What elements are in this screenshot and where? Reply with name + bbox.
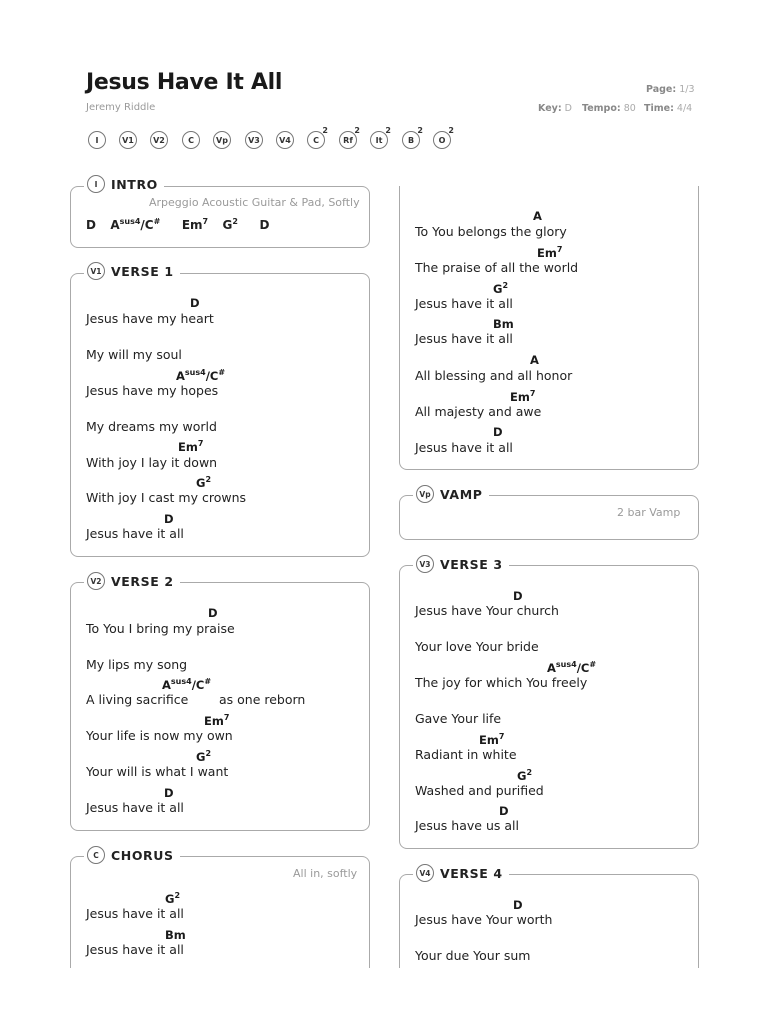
time-value: 4/4 <box>676 103 693 114</box>
lyric-line: Jesus have us all <box>415 818 519 833</box>
time-label: Time: <box>644 103 674 114</box>
chord: $G^2$ <box>165 891 181 906</box>
verse1-header <box>84 262 180 280</box>
nav-interlude-2[interactable] <box>370 126 391 149</box>
nav-repeat-count: 2 <box>448 126 454 135</box>
nav-label: It <box>375 135 383 145</box>
nav-label: C <box>313 135 319 145</box>
lyric-line: as one reborn <box>219 692 306 707</box>
nav-verse4[interactable] <box>276 131 294 149</box>
chorus-note: All in, softly <box>293 867 358 880</box>
lyric-line: Jesus have Your church <box>415 603 559 618</box>
key-indicator <box>538 103 572 114</box>
tempo-value: 80 <box>623 103 636 114</box>
lyric-line: Your love Your bride <box>415 639 539 654</box>
lyric-line: Jesus have it all <box>415 440 513 455</box>
chord: D <box>513 589 523 603</box>
nav-label: O <box>438 135 446 145</box>
nav-refrain-2[interactable] <box>339 126 360 149</box>
lyric-line: Jesus have my hopes <box>86 383 219 398</box>
chord: Em$^7$ <box>537 245 563 260</box>
lyric-line: The praise of all the world <box>415 260 579 275</box>
page-label: Page: <box>646 84 677 95</box>
lyric-line: Radiant in white <box>415 747 517 762</box>
nav-repeat-count: 2 <box>322 126 328 135</box>
section-title: CHORUS <box>111 847 174 863</box>
chord: A <box>530 353 539 367</box>
chord: D <box>164 786 174 800</box>
lyric-line: All blessing and all honor <box>415 368 573 383</box>
nav-label: V3 <box>248 135 260 145</box>
verse4-header <box>413 864 509 882</box>
lyric-line: Jesus have it all <box>86 942 184 957</box>
lyric-line: My dreams my world <box>86 419 217 434</box>
song-artist: Jeremy Riddle <box>86 102 156 113</box>
chord: D <box>493 425 503 439</box>
chord: D <box>164 512 174 526</box>
lyric-line: Washed and purified <box>415 783 544 798</box>
chorus-header <box>84 846 180 864</box>
chord: $A^{sus4}/C^{\#}$ <box>547 660 597 675</box>
vamp-note: 2 bar Vamp <box>617 506 681 519</box>
section-title: VERSE 3 <box>440 556 503 572</box>
nav-verse1[interactable] <box>119 131 137 149</box>
chord: $A^{sus4}/C^{\#}$ <box>176 368 226 383</box>
intro-note: Arpeggio Acoustic Guitar & Pad, Softly <box>149 196 360 209</box>
lyric-line: Your will is what I want <box>86 764 229 779</box>
lyric-line: My lips my song <box>86 657 188 672</box>
lyric-line: With joy I lay it down <box>86 455 218 470</box>
section-title: VERSE 2 <box>111 573 174 589</box>
time-indicator <box>644 103 692 114</box>
section-title: VERSE 4 <box>440 865 503 881</box>
chord: D <box>499 804 509 818</box>
nav-repeat-count: 2 <box>417 126 423 135</box>
page-indicator <box>646 84 695 95</box>
page-value: 1/3 <box>679 84 695 95</box>
chord: $G^2$ <box>196 749 212 764</box>
section-badge: V4 <box>416 864 434 882</box>
nav-label: Rf <box>343 135 353 145</box>
nav-repeat-count: 2 <box>385 126 391 135</box>
nav-outro-2[interactable] <box>433 126 454 149</box>
lyric-line: All majesty and awe <box>415 404 542 419</box>
nav-chorus-2[interactable] <box>307 126 328 149</box>
chord: A <box>533 209 542 223</box>
section-badge: Vp <box>416 485 434 503</box>
chord: $G^2$ <box>493 281 509 296</box>
chord: D <box>208 606 218 620</box>
chord: D <box>190 296 200 310</box>
lyric-line: To You I bring my praise <box>86 621 235 636</box>
lyric-line: Jesus have it all <box>86 906 184 921</box>
chord: $G^2$ <box>196 475 212 490</box>
lyric-line: A living sacrifice <box>86 692 189 707</box>
chord: $G^2$ <box>517 768 533 783</box>
lyric-line: Jesus have Your worth <box>415 912 553 927</box>
lyric-line: Your due Your sum <box>415 948 531 963</box>
chord: Em$^7$ <box>510 389 536 404</box>
section-badge: V1 <box>87 262 105 280</box>
key-label: Key: <box>538 103 562 114</box>
section-title: INTRO <box>111 176 158 192</box>
intro-header <box>84 175 164 193</box>
lyric-line: Jesus have it all <box>86 800 184 815</box>
vamp-header <box>413 485 489 503</box>
lyric-line: Gave Your life <box>415 711 502 726</box>
lyric-line: With joy I cast my crowns <box>86 490 247 505</box>
verse2-header <box>84 572 180 590</box>
lyric-line: My will my soul <box>86 347 182 362</box>
nav-vamp[interactable] <box>213 131 231 149</box>
nav-label: Vp <box>216 135 228 145</box>
nav-repeat-count: 2 <box>354 126 360 135</box>
section-title: VAMP <box>440 486 483 502</box>
nav-label: V1 <box>122 135 134 145</box>
section-badge: I <box>87 175 105 193</box>
nav-label: B <box>407 135 415 145</box>
tempo-indicator <box>582 103 636 114</box>
nav-verse2[interactable] <box>150 131 168 149</box>
lyric-line: Jesus have it all <box>415 296 513 311</box>
section-badge: V2 <box>87 572 105 590</box>
chord: D <box>513 898 523 912</box>
key-value: D <box>564 103 572 114</box>
nav-label: V2 <box>153 135 165 145</box>
section-badge: C <box>87 846 105 864</box>
nav-label: I <box>95 135 99 145</box>
lyric-line: Jesus have it all <box>86 526 184 541</box>
lyric-line: Jesus have it all <box>415 331 513 346</box>
nav-label: C <box>188 135 194 145</box>
song-title: Jesus Have It All <box>86 70 283 95</box>
nav-label: V4 <box>279 135 291 145</box>
nav-bridge-2[interactable] <box>402 126 423 149</box>
lyric-line: The joy for which You freely <box>415 675 588 690</box>
chord: Em$^7$ <box>479 732 505 747</box>
nav-intro[interactable] <box>88 131 106 149</box>
lyric-line: Your life is now my own <box>86 728 233 743</box>
section-badge: V3 <box>416 555 434 573</box>
nav-verse3[interactable] <box>245 131 263 149</box>
tempo-label: Tempo: <box>582 103 621 114</box>
chord: Em$^7$ <box>204 713 230 728</box>
verse3-header <box>413 555 509 573</box>
chord: Bm <box>493 317 514 331</box>
chord: $A^{sus4}/C^{\#}$ <box>162 677 212 692</box>
chord: Bm <box>165 928 186 942</box>
nav-chorus[interactable] <box>182 131 200 149</box>
lyric-line: To You belongs the glory <box>415 224 567 239</box>
intro-chords: D $A^{sus4}/C^{\#}$ Em$^7$ $G^2$ D <box>86 217 270 232</box>
chord: Em$^7$ <box>178 439 204 454</box>
lyric-line: Jesus have my heart <box>86 311 214 326</box>
section-title: VERSE 1 <box>111 263 174 279</box>
